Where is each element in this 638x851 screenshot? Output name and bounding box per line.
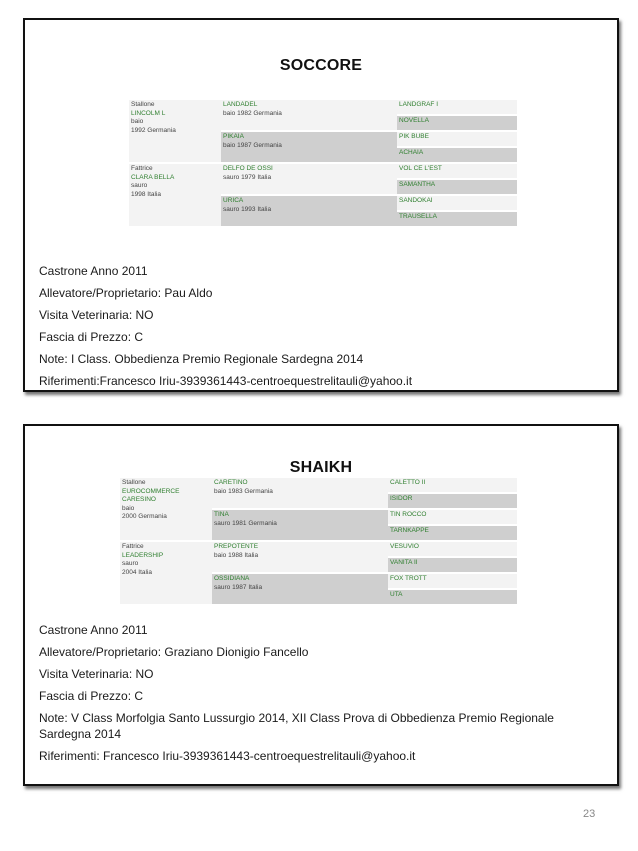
pedigree-great-grandparent: TRAUSELLA (397, 212, 517, 226)
info-line: Castrone Anno 2011 (39, 264, 148, 278)
pedigree-table (120, 478, 517, 606)
pedigree-table (129, 100, 517, 228)
pedigree-grandparent (212, 542, 388, 572)
pedigree-great-grandparent: FOX TROTT (388, 574, 517, 588)
pedigree-great-grandparents-column (397, 100, 517, 228)
horse-card-soccore (23, 18, 619, 392)
pedigree-text: 2000 Germania (122, 513, 167, 520)
pedigree-dam (129, 164, 221, 226)
pedigree-text: sauro 1979 Italia (223, 173, 272, 181)
pedigree-great-grandparent: ISIDOR (388, 494, 517, 508)
pedigree-text: CLARA BELLA (131, 173, 175, 181)
pedigree-grandparent (212, 478, 388, 508)
pedigree-great-grandparent: LANDGRAF I (397, 100, 517, 114)
horse-info (39, 263, 609, 395)
pedigree-text: Stallone (122, 479, 146, 486)
pedigree-text: baio (122, 504, 135, 512)
pedigree-great-grandparent: SAMANTHA (397, 180, 517, 194)
pedigree-sire (129, 100, 221, 162)
pedigree-text: CARESINO (122, 496, 156, 503)
pedigree-text: Fattrice (131, 165, 153, 172)
pedigree-great-grandparent: TIN ROCCO (388, 510, 517, 524)
info-line: Fascia di Prezzo: C (39, 689, 144, 703)
pedigree-sire (120, 478, 212, 540)
pedigree-text: 1998 Italia (131, 190, 161, 198)
info-line: Fascia di Prezzo: C (39, 330, 144, 344)
pedigree-text: baio 1987 Germania (223, 141, 282, 149)
pedigree-grandparent (221, 164, 397, 194)
pedigree-text: CARETINO (214, 479, 248, 486)
pedigree-great-grandparent: VOL CE L'EST (397, 164, 517, 178)
pedigree-great-grandparent: VESUVIO (388, 542, 517, 556)
pedigree-text: 2004 Italia (122, 568, 152, 576)
pedigree-text: EUROCOMMERCE (122, 487, 180, 495)
pedigree-parents-column (129, 100, 221, 228)
pedigree-text: LANDADEL (223, 101, 258, 108)
pedigree-grandparent (212, 574, 388, 604)
pedigree-text: PREPOTENTE (214, 543, 259, 550)
pedigree-text: baio (131, 118, 144, 125)
pedigree-text: baio 1988 Italia (214, 551, 259, 559)
pedigree-great-grandparents-column (388, 478, 517, 606)
pedigree-text: sauro 1981 Germania (214, 519, 277, 527)
pedigree-text: LINCOLM L (131, 109, 166, 117)
pedigree-text: sauro (131, 182, 148, 189)
pedigree-great-grandparent: PIK BUBE (397, 132, 517, 146)
pedigree-great-grandparent: SANDOKAI (397, 196, 517, 210)
pedigree-text: sauro (122, 560, 139, 567)
pedigree-text: sauro 1987 Italia (214, 583, 263, 591)
pedigree-text: Fattrice (122, 543, 144, 550)
pedigree-grandparent (221, 100, 397, 130)
pedigree-grandparents-column (212, 478, 388, 606)
page-number: 23 (583, 808, 596, 820)
pedigree-text: 1992 Germania (131, 126, 176, 134)
pedigree-text: baio 1983 Germania (214, 487, 273, 495)
pedigree-grandparent (212, 510, 388, 540)
pedigree-text: Stallone (131, 101, 155, 108)
pedigree-grandparent (221, 196, 397, 226)
info-line: Allevatore/Proprietario: Pau Aldo (39, 286, 213, 300)
horse-name: SOCCORE (279, 57, 363, 74)
pedigree-great-grandparent: TARNKAPPE (388, 526, 517, 540)
info-line: Visita Veterinaria: NO (39, 667, 154, 681)
pedigree-great-grandparent: NOVELLA (397, 116, 517, 130)
horse-info (39, 622, 609, 770)
pedigree-great-grandparent: CALETTO II (388, 478, 517, 492)
pedigree-text: DELFO DE OSSI (223, 165, 273, 172)
pedigree-grandparent (221, 132, 397, 162)
info-line: Visita Veterinaria: NO (39, 308, 154, 322)
info-line: Riferimenti:Francesco Iriu-3939361443-centroequestrelitauli@yahoo.it (39, 374, 413, 388)
pedigree-great-grandparent: ACHAIA (397, 148, 517, 162)
pedigree-great-grandparent: UTA (388, 590, 517, 604)
pedigree-text: OSSIDIANA (214, 575, 250, 582)
pedigree-text: LEADERSHIP (122, 551, 164, 559)
horse-card-shaikh (23, 424, 619, 786)
pedigree-great-grandparent: VANITA II (388, 558, 517, 572)
pedigree-dam (120, 542, 212, 604)
pedigree-grandparents-column (221, 100, 397, 228)
pedigree-text: PIKAIA (223, 133, 244, 140)
pedigree-text: baio 1982 Germania (223, 109, 282, 117)
info-line: Castrone Anno 2011 (39, 623, 148, 637)
info-line: Riferimenti: Francesco Iriu-3939361443-centroequestrelitauli@yahoo.it (39, 749, 416, 763)
pedigree-text: TINA (214, 511, 229, 518)
pedigree-parents-column (120, 478, 212, 606)
pedigree-text: sauro 1993 Italia (223, 205, 272, 213)
pedigree-text: URICA (223, 197, 244, 204)
info-line: Note: V Class Morfolgia Santo Lussurgio 2014, XII Class Prova di Obbedienza Premio Regionale Sardegna 2014 (39, 711, 554, 741)
info-line: Allevatore/Proprietario: Graziano Dionigio Fancello (39, 645, 309, 659)
horse-name: SHAIKH (289, 459, 353, 476)
info-line: Note: I Class. Obbedienza Premio Regionale Sardegna 2014 (39, 352, 364, 366)
